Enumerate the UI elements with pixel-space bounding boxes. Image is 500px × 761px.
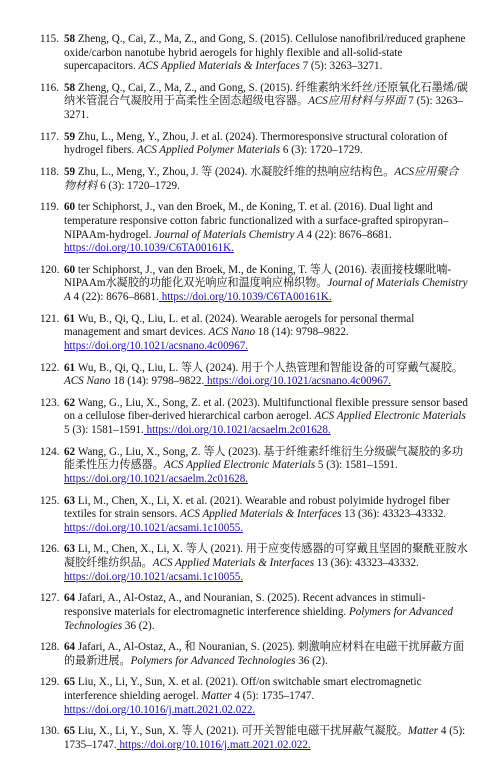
reference-text: Li, M., Chen, X., Li, X. et al. (2021). Wearable and robust polyimide hydrogel fiber textiles for strain sensors. [64,494,450,521]
reference-volume: 36 (2). [295,654,328,667]
doi-link[interactable]: https://doi.org/10.1021/acsami.1c10055. [64,570,244,583]
reference-number: 125. [40,494,60,507]
reference-text: Zheng, Q., Cai, Z., Ma, Z., and Gong, S. (2015). Cellulose nanofibril/reduced graphene oxide/carbon nanotube hybrid aerogels for highly flexible and all-solid-state supercapacitors. [64,33,466,73]
citation-tag: 65 [64,676,76,689]
citation-tag: 62 [64,396,76,409]
reference-volume: 13 (36): 43323–43332. [341,508,447,521]
doi-link[interactable]: https://doi.org/10.1021/acsnano.4c00967. [207,375,392,388]
journal-name: ACS Nano [64,375,111,388]
citation-tag: 62 [64,445,76,458]
reference-number: 119. [40,201,60,214]
citation-tag: 59 [64,166,76,179]
reference-volume: 4 (22): 8676–8681. [70,290,159,303]
citation-tag: 58 [64,81,76,94]
citation-tag: 61 [64,361,76,374]
reference-volume: 18 (14): 9798–9822. [255,326,349,339]
reference-number: 122. [40,361,60,374]
reference-text: Liu, X., Li, Y., Sun, X. 等人 (2021). 可开关智能电磁干扰屏蔽气凝胶。 [77,725,408,738]
reference-volume: 6 (3): 1720–1729. [97,179,180,192]
journal-name: ACS Nano [208,326,256,339]
journal-name: ACS Applied Materials & Interfaces [180,508,342,521]
journal-name: Polymers for Advanced Technologies [130,654,296,667]
doi-link[interactable]: https://doi.org/10.1016/j.matt.2021.02.022. [64,703,256,716]
doi-link[interactable]: https://doi.org/10.1021/acsaelm.2c01628. [146,424,331,436]
reference-volume: 13 (36): 43323–43332. [314,557,419,570]
journal-name: ACS Applied Materials & Interfaces [152,557,315,570]
reference-volume: 4 (5): 1735–1747. [64,725,466,751]
journal-name: ACS Applied Materials & Interfaces [138,60,300,73]
reference-item [40,201,468,255]
reference-item [40,494,468,536]
citation-tag: 65 [64,725,76,738]
reference-item [40,130,468,158]
reference-item [40,263,468,305]
journal-name: ACS应用材料与界面 [308,95,406,108]
reference-item [40,641,468,668]
reference-item [40,725,468,752]
citation-tag: 63 [64,543,76,556]
journal-name: Matter [407,725,439,738]
reference-number: 126. [40,543,60,556]
reference-number: 123. [40,396,60,409]
journal-name: Journal of Materials Chemistry A [154,228,304,241]
reference-volume: 5 (3): 1581–1591. [315,459,398,472]
reference-text: Zheng, Q., Cai, Z., Ma, Z., and Gong, S. (2015). 纤维素纳米纤丝/还原氧化石墨烯/碳纳米管混合气凝胶用于高柔性全固态超级电容器。 [64,81,468,108]
reference-number: 115. [40,33,60,45]
reference-number: 121. [40,312,60,325]
reference-text: Wang, G., Liu, X., Song, Z. et al. (2023). Multifunctional flexible pressure sensor based on a cellulose fiber-derived hierarchical carbon aerogel. [64,396,468,423]
citation-tag: 63 [64,494,76,507]
journal-name: ACS Applied Electronic Materials [314,410,466,423]
reference-item [40,543,468,584]
doi-link[interactable]: https://doi.org/10.1039/C6TA00161K. [161,290,332,303]
reference-volume: 7 (5): 3263–3271. [299,60,383,73]
reference-number: 130. [40,725,60,738]
reference-number: 118. [40,166,60,179]
journal-name: Matter [201,690,232,703]
journal-name: ACS应用聚合物材料 [64,166,459,192]
citation-tag: 61 [64,312,76,325]
reference-item [40,592,468,633]
reference-text: Jafari, A., Al-Ostaz, A., and Nouranian, S. (2025). Recent advances in stimuli-responsive materials for electromagnetic interference shielding. [64,592,426,618]
doi-link[interactable]: https://doi.org/10.1021/acsnano.4c00967. [64,339,249,352]
reference-volume: 36 (2). [122,619,155,632]
journal-name: ACS Applied Polymer Materials [137,144,281,157]
citation-tag: 59 [64,130,76,143]
journal-name: Polymers for Advanced Technologies [64,605,453,632]
citation-tag: 64 [64,592,76,605]
citation-tag: 60 [64,201,76,214]
reference-volume: 4 (22): 8676–8681. [303,228,392,241]
reference-text: Li, M., Chen, X., Li, X. 等人 (2021). 用于应变传感器的可穿戴且坚固的聚酰亚胺水凝胶纤维纺织品。 [64,543,468,570]
reference-list [40,33,468,761]
doi-link[interactable]: https://doi.org/10.1021/acsami.1c10055. [64,521,244,534]
reference-item [40,676,468,717]
reference-text: Wu, B., Qi, Q., Liu, L. 等人 (2024). 用于个人热管理和智能设备的可穿戴气凝胶。 [77,361,463,374]
reference-item [40,33,468,74]
citation-tag: 64 [64,641,76,654]
reference-item [40,312,468,354]
reference-text: Zhu, L., Meng, Y., Zhou, J. 等 (2024). 水凝胶纤维的热响应结构色。 [77,166,395,179]
reference-number: 129. [40,676,60,689]
reference-item [40,396,468,438]
reference-text: Jafari, A., Al-Ostaz, A., 和 Nouranian, S. (2025). 刺激响应材料在电磁干扰屏蔽方面的最新进展。 [64,641,464,667]
journal-name: Journal of Materials Chemistry A [64,277,468,303]
reference-text: Wang, G., Liu, X., Song, Z. 等人 (2023). 基于纤维素纤维衍生分级碳气凝胶的多功能柔性压力传感器。 [64,445,464,472]
journal-name: ACS Applied Electronic Materials [163,459,316,472]
doi-link[interactable]: https://doi.org/10.1016/j.matt.2021.02.022. [119,738,311,751]
reference-item [40,81,468,123]
reference-number: 116. [40,81,60,94]
reference-text: ter Schiphorst, J., van den Broek, M., de Koning, T. et al. (2016). Dual light and temperature responsive cotton fabric functionalized with a surface-grafted spiropyran–NIPAAm-hydrogel. [64,201,449,241]
reference-volume: 4 (5): 1735–1747. [231,690,315,703]
reference-item [40,166,468,193]
reference-item [40,361,468,389]
reference-number: 127. [40,592,60,605]
reference-number: 128. [40,641,60,654]
reference-text: Wu, B., Qi, Q., Liu, L. et al. (2024). Wearable aerogels for personal thermal management and smart devices. [64,312,415,339]
doi-link[interactable]: https://doi.org/10.1021/acsaelm.2c01628. [64,472,249,485]
reference-text: ter Schiphorst, J., van den Broek, M., de Koning, T. 等人 (2016). 表面接枝螺吡喃-NIPAAm水凝胶的功能化双光响应和温度响应棉织物。 [64,263,452,290]
reference-item [40,445,468,487]
reference-text: Zhu, L., Meng, Y., Zhou, J. et al. (2024). Thermoresponsive structural coloration of hydrogel fibers. [64,130,448,157]
reference-text: Liu, X., Li, Y., Sun, X. et al. (2021). Off/on switchable smart electromagnetic interference shielding aerogel. [64,676,422,703]
reference-volume: 5 (3): 1581–1591. [64,424,144,436]
citation-tag: 58 [64,33,76,45]
reference-number: 124. [40,445,60,458]
reference-volume: 7 (5): 3263–3271. [64,95,464,122]
reference-volume: 6 (3): 1720–1729. [280,144,363,157]
reference-number: 120. [40,263,60,276]
doi-link[interactable]: https://doi.org/10.1039/C6TA00161K. [64,242,234,255]
citation-tag: 60 [64,263,76,276]
reference-volume: 18 (14): 9798–9822. [110,375,205,388]
reference-number: 117. [40,130,60,143]
